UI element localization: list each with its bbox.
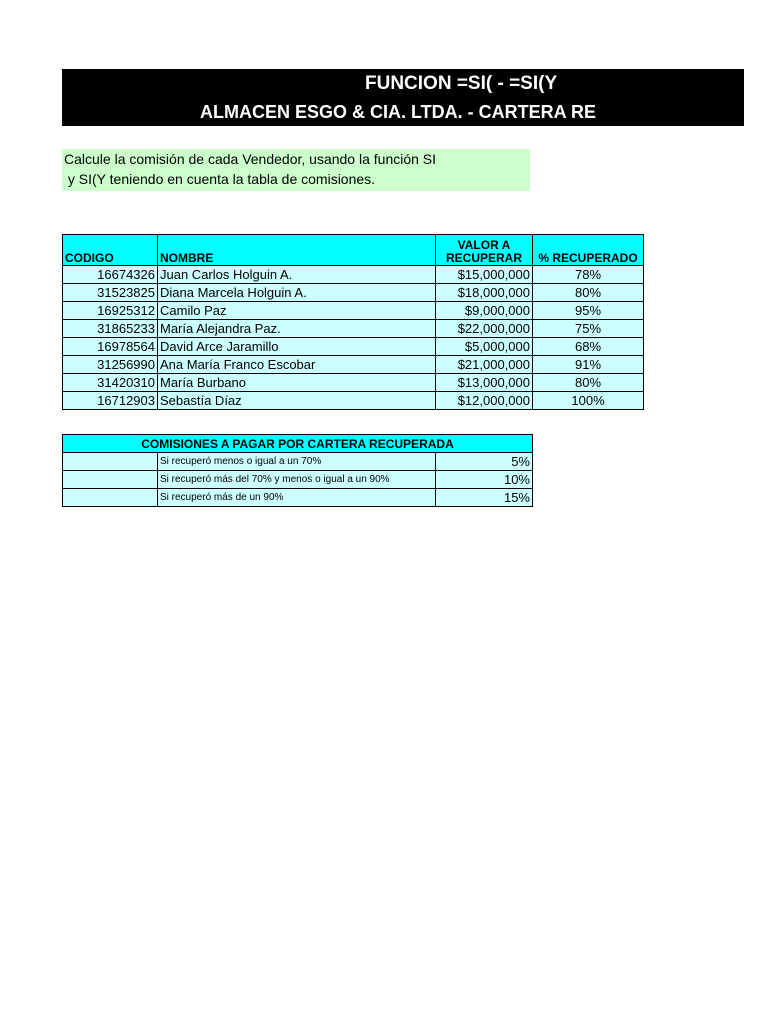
title-banner <box>62 69 744 126</box>
cell-recuperado[interactable]: 80% <box>533 374 644 392</box>
cell-nombre[interactable]: María Alejandra Paz. <box>158 320 436 338</box>
table-row <box>63 320 644 338</box>
instructions-line-1: Calcule la comisión de cada Vendedor, usando la función SI <box>64 151 437 167</box>
commission-row <box>63 489 533 507</box>
table-row <box>63 284 644 302</box>
cell-codigo[interactable]: 31865233 <box>63 320 158 338</box>
cell-commission-pct[interactable]: 5% <box>436 453 533 471</box>
header-valor[interactable] <box>436 235 533 266</box>
cell-recuperado[interactable]: 68% <box>533 338 644 356</box>
cell-codigo[interactable]: 31420310 <box>63 374 158 392</box>
cell-valor[interactable]: $21,000,000 <box>436 356 533 374</box>
cell-valor[interactable]: $12,000,000 <box>436 392 533 410</box>
cell-codigo[interactable]: 31523825 <box>63 284 158 302</box>
commission-header-row <box>63 435 533 453</box>
cell-valor[interactable]: $13,000,000 <box>436 374 533 392</box>
sales-table <box>62 234 644 410</box>
table-row <box>63 392 644 410</box>
commission-row <box>63 471 533 489</box>
table-row <box>63 374 644 392</box>
header-recuperado[interactable]: % RECUPERADO <box>533 235 644 266</box>
cell-nombre[interactable]: Camilo Paz <box>158 302 436 320</box>
commission-row <box>63 453 533 471</box>
table-row <box>63 338 644 356</box>
cell-valor[interactable]: $9,000,000 <box>436 302 533 320</box>
instructions-line-2: y SI(Y teniendo en cuenta la tabla de comisiones. <box>64 171 376 187</box>
cell-valor[interactable]: $5,000,000 <box>436 338 533 356</box>
cell-commission-pct[interactable]: 15% <box>436 489 533 507</box>
cell-recuperado[interactable]: 100% <box>533 392 644 410</box>
cell-recuperado[interactable]: 80% <box>533 284 644 302</box>
header-valor-line1: VALOR A <box>457 238 511 252</box>
cell-valor[interactable]: $18,000,000 <box>436 284 533 302</box>
cell-codigo[interactable]: 16712903 <box>63 392 158 410</box>
cell-commission-desc[interactable]: Si recuperó más del 70% y menos o igual a un 90% <box>158 471 436 489</box>
cell-nombre[interactable]: Juan Carlos Holguin A. <box>158 266 436 284</box>
instructions-box <box>62 149 530 191</box>
header-nombre[interactable]: NOMBRE <box>158 235 436 266</box>
commission-body <box>63 453 533 507</box>
cell-valor[interactable]: $15,000,000 <box>436 266 533 284</box>
cell-commission-desc[interactable]: Si recuperó más de un 90% <box>158 489 436 507</box>
header-valor-line2: RECUPERAR <box>445 251 522 265</box>
page-subtitle: ALMACEN ESGO & CIA. LTDA. - CARTERA RE <box>200 102 596 122</box>
table-body <box>63 266 644 410</box>
cell-nombre[interactable]: David Arce Jaramillo <box>158 338 436 356</box>
cell-empty[interactable] <box>63 471 158 489</box>
commission-table <box>62 434 533 507</box>
header-codigo[interactable]: CODIGO <box>63 235 158 266</box>
table-row <box>63 302 644 320</box>
page-title: FUNCION =SI( - =SI(Y <box>365 73 558 94</box>
cell-codigo[interactable]: 16925312 <box>63 302 158 320</box>
cell-empty[interactable] <box>63 489 158 507</box>
commission-header[interactable]: COMISIONES A PAGAR POR CARTERA RECUPERADA <box>63 435 533 453</box>
cell-nombre[interactable]: Ana María Franco Escobar <box>158 356 436 374</box>
table-header-row <box>63 235 644 266</box>
cell-recuperado[interactable]: 91% <box>533 356 644 374</box>
cell-codigo[interactable]: 31256990 <box>63 356 158 374</box>
cell-recuperado[interactable]: 78% <box>533 266 644 284</box>
cell-nombre[interactable]: Diana Marcela Holguin A. <box>158 284 436 302</box>
cell-empty[interactable] <box>63 453 158 471</box>
cell-recuperado[interactable]: 95% <box>533 302 644 320</box>
cell-codigo[interactable]: 16978564 <box>63 338 158 356</box>
cell-codigo[interactable]: 16674326 <box>63 266 158 284</box>
cell-commission-pct[interactable]: 10% <box>436 471 533 489</box>
table-row <box>63 266 644 284</box>
cell-recuperado[interactable]: 75% <box>533 320 644 338</box>
table-row <box>63 356 644 374</box>
cell-nombre[interactable]: Sebastía Díaz <box>158 392 436 410</box>
cell-valor[interactable]: $22,000,000 <box>436 320 533 338</box>
cell-commission-desc[interactable]: Si recuperó menos o igual a un 70% <box>158 453 436 471</box>
cell-nombre[interactable]: María Burbano <box>158 374 436 392</box>
